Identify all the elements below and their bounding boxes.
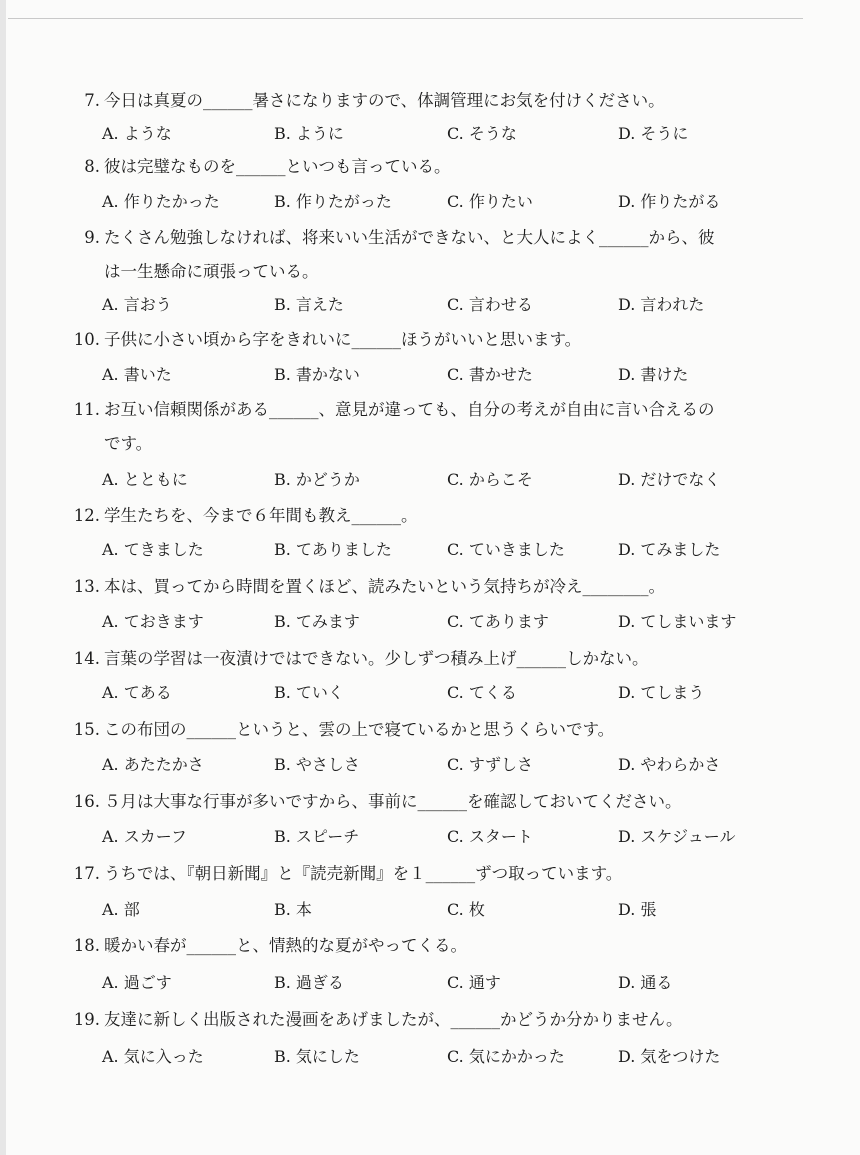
option-d: D. 張: [618, 900, 657, 919]
question-text: 暖かい春が______と、情熱的な夏がやってくる。: [104, 936, 467, 955]
option-b: B. ていく: [274, 683, 344, 702]
question-10-stem: [66, 323, 786, 357]
question-text: この布団の______というと、雲の上で寝ているかと思うくらいです。: [104, 720, 615, 739]
option-c: C. 枚: [447, 900, 485, 919]
option-c: C. 通す: [447, 973, 501, 992]
option-a: A. てきました: [102, 540, 204, 559]
option-a: A. 過ごす: [102, 973, 172, 992]
question-15-stem: [66, 713, 786, 747]
question-12-stem: [66, 499, 786, 533]
page-top-border: [8, 18, 803, 19]
question-13-stem: [66, 570, 786, 604]
question-number: 10.: [73, 330, 100, 349]
option-c: C. 気にかかった: [447, 1047, 565, 1066]
option-c: C. 書かせた: [447, 365, 533, 384]
question-7-stem: [66, 84, 786, 118]
option-b: B. ように: [274, 124, 344, 143]
question-19-stem: [66, 1003, 786, 1037]
option-c: C. てくる: [447, 683, 517, 702]
option-c: C. すずしさ: [447, 755, 534, 774]
question-number: 18.: [73, 936, 100, 955]
option-a: A. 作りたかった: [102, 192, 220, 211]
question-17-stem: [66, 857, 786, 891]
option-c: C. そうな: [447, 124, 517, 143]
option-d: D. てしまいます: [618, 612, 737, 631]
question-text: たくさん勉強しなければ、将来いい生活ができない、と大人によく______から、彼: [104, 228, 715, 247]
option-d: D. 書けた: [618, 365, 689, 384]
question-text: 友達に新しく出版された漫画をあげましたが、______かどうか分かりません。: [104, 1010, 683, 1029]
question-number: 17.: [73, 864, 100, 883]
question-text: お互い信頼関係がある______、意見が違っても、自分の考えが自由に言い合えるの: [104, 400, 715, 419]
option-b: B. 気にした: [274, 1047, 360, 1066]
option-b: B. スピーチ: [274, 827, 360, 846]
question-number: 16.: [73, 792, 100, 811]
question-text: 子供に小さい頃から字をきれいに______ほうがいいと思います。: [104, 330, 582, 349]
option-d: D. 通る: [618, 973, 673, 992]
question-11-stem: [66, 393, 786, 427]
question-number: 15.: [73, 720, 100, 739]
option-b: B. 言えた: [274, 295, 344, 314]
question-number: 14.: [73, 649, 100, 668]
option-b: B. 書かない: [274, 365, 360, 384]
question-11-continuation: です。: [104, 434, 153, 453]
option-a: A. スカーフ: [102, 827, 187, 846]
option-b: B. かどうか: [274, 470, 360, 489]
question-number: 8.: [84, 157, 100, 176]
option-d: D. 作りたがる: [618, 192, 721, 211]
question-9-continuation: は一生懸命に頑張っている。: [104, 262, 319, 281]
question-18-stem: [66, 929, 786, 963]
question-number: 12.: [73, 506, 100, 525]
question-16-stem: [66, 785, 786, 819]
option-d: D. 気をつけた: [618, 1047, 721, 1066]
option-d: D. だけでなく: [618, 470, 721, 489]
question-number: 13.: [73, 577, 100, 596]
option-c: C. 作りたい: [447, 192, 533, 211]
option-c: C. ていきました: [447, 540, 565, 559]
question-8-stem: [66, 150, 786, 184]
option-d: D. スケジュール: [618, 827, 736, 846]
page-edge-shadow: [0, 0, 6, 1155]
option-b: B. 本: [274, 900, 312, 919]
option-b: B. 作りたがった: [274, 192, 392, 211]
question-number: 9.: [84, 228, 100, 247]
question-text: ５月は大事な行事が多いですから、事前に______を確認しておいてください。: [104, 792, 682, 811]
option-a: A. 気に入った: [102, 1047, 204, 1066]
question-number: 11.: [73, 400, 100, 419]
option-b: B. 過ぎる: [274, 973, 344, 992]
question-14-stem: [66, 642, 786, 676]
question-text: 彼は完璧なものを______といつも言っている。: [104, 157, 451, 176]
option-a: A. あたたかさ: [102, 755, 204, 774]
option-c: C. てあります: [447, 612, 549, 631]
option-d: D. 言われた: [618, 295, 705, 314]
question-text: 本は、買ってから時間を置くほど、読みたいという気持ちが冷え________。: [104, 577, 665, 596]
option-a: A. 書いた: [102, 365, 172, 384]
option-a: A. とともに: [102, 470, 188, 489]
option-b: B. やさしさ: [274, 755, 360, 774]
question-text: 今日は真夏の______暑さになりますので、体調管理にお気を付けください。: [104, 91, 665, 110]
question-number: 19.: [73, 1010, 100, 1029]
option-a: A. ような: [102, 124, 172, 143]
option-d: D. てみました: [618, 540, 721, 559]
option-c: C. スタート: [447, 827, 533, 846]
option-d: D. やわらかさ: [618, 755, 721, 774]
question-9-stem: [66, 221, 786, 255]
option-c: C. からこそ: [447, 470, 533, 489]
option-b: B. てみます: [274, 612, 360, 631]
option-a: A. 部: [102, 900, 140, 919]
question-number: 7.: [84, 91, 100, 110]
question-text: 学生たちを、今まで６年間も教え______。: [104, 506, 418, 525]
option-d: D. てしまう: [618, 683, 705, 702]
option-a: A. てある: [102, 683, 172, 702]
option-d: D. そうに: [618, 124, 689, 143]
question-text: うちでは、『朝日新聞』と『読売新聞』を１______ずつ取っています。: [104, 864, 623, 883]
option-a: A. 言おう: [102, 295, 172, 314]
option-a: A. ておきます: [102, 612, 204, 631]
question-text: 言葉の学習は一夜漬けではできない。少しずつ積み上げ______しかない。: [104, 649, 649, 668]
option-c: C. 言わせる: [447, 295, 533, 314]
option-b: B. てありました: [274, 540, 392, 559]
